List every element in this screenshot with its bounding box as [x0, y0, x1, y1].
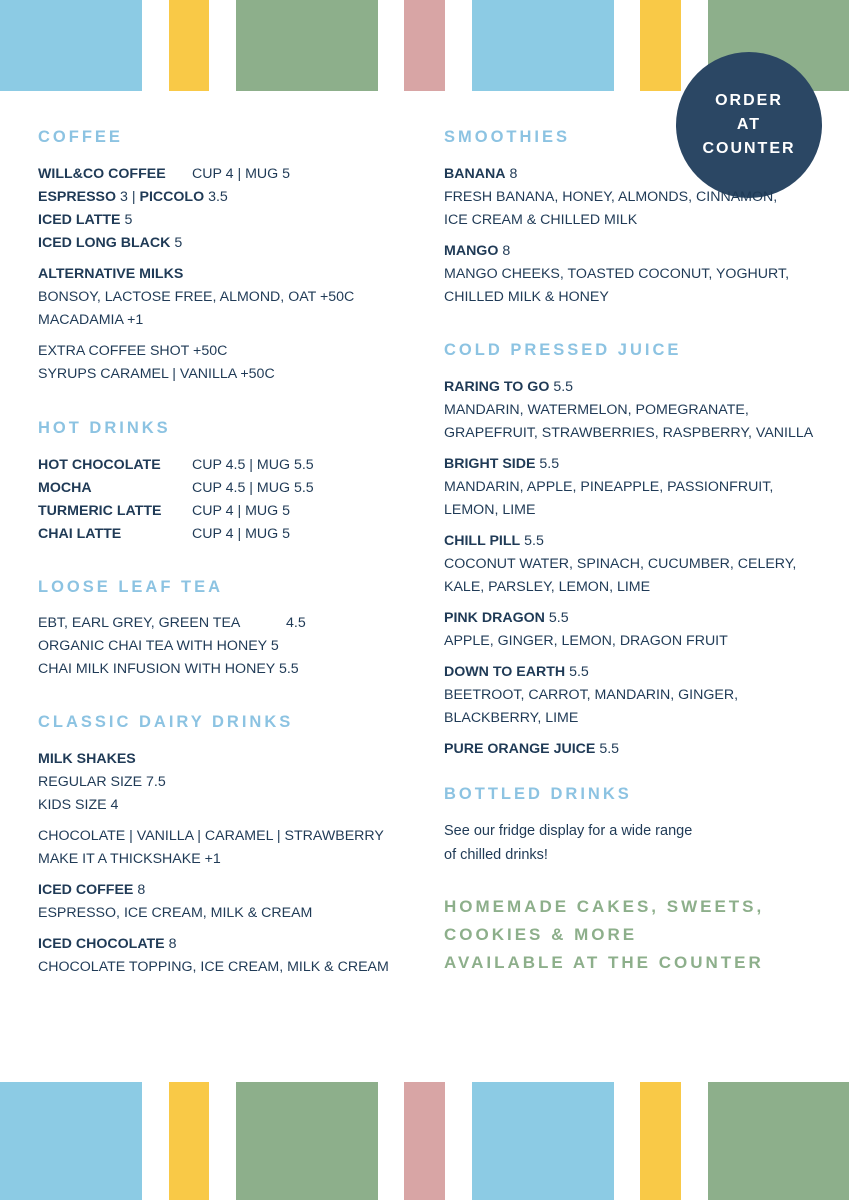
badge-line: ORDER — [715, 92, 783, 109]
milk-shake-kids-size: KIDS SIZE 4 — [38, 797, 119, 813]
menu-item-chai-milk-infusion — [38, 660, 299, 678]
promo-line: AVAILABLE AT THE COUNTER — [444, 953, 764, 972]
blue-block — [0, 0, 142, 91]
smoothies-title: SMOOTHIES — [444, 128, 571, 146]
item-name: BANANA — [444, 166, 506, 182]
item-name: PURE ORANGE JUICE — [444, 741, 596, 757]
item-price: CUP 4 | MUG 5 — [192, 166, 291, 182]
menu-item-hot-chocolate — [38, 456, 408, 474]
item-description: COCONUT WATER, SPINACH, CUCUMBER, CELERY, — [444, 556, 797, 572]
menu-item-down-to-earth — [444, 663, 589, 681]
item-name: CHAI MILK INFUSION WITH HONEY — [38, 661, 276, 677]
item-price: CUP 4.5 | MUG 5.5 — [192, 480, 314, 496]
badge-line: COUNTER — [702, 140, 796, 157]
item-price: 3.5 — [208, 189, 228, 205]
item-price: 5.5 — [548, 610, 569, 626]
item-name: ICED COFFEE — [38, 882, 134, 898]
green-block — [708, 1082, 849, 1200]
item-name: TURMERIC LATTE — [38, 503, 162, 519]
item-description: FRESH BANANA, HONEY, ALMONDS, CINNAMON, — [444, 189, 778, 205]
item-description: APPLE, GINGER, LEMON, DRAGON FRUIT — [444, 633, 728, 649]
promo-line: COOKIES & MORE — [444, 925, 638, 944]
blue-block — [0, 1082, 142, 1200]
item-price: 5 — [270, 638, 279, 654]
alternative-milks-line: MACADAMIA +1 — [38, 312, 144, 328]
alternative-milks-title: ALTERNATIVE MILKS — [38, 266, 184, 282]
item-description: LEMON, LIME — [444, 502, 536, 518]
bottom-color-band — [0, 1082, 849, 1200]
item-name: MOCHA — [38, 480, 92, 496]
item-name: WILL&CO COFFEE — [38, 166, 166, 182]
item-name: PICCOLO — [139, 189, 205, 205]
menu-item-raring-to-go — [444, 378, 573, 396]
promo-line: HOMEMADE CAKES, SWEETS, — [444, 897, 765, 916]
item-price: 5.5 — [524, 533, 544, 549]
item-description: CHILLED MILK & HONEY — [444, 289, 609, 305]
item-name: ESPRESSO — [38, 189, 117, 205]
item-name: MANGO — [444, 243, 499, 259]
milk-shake-flavours: CHOCOLATE | VANILLA | CARAMEL | STRAWBERRY — [38, 828, 384, 844]
alternative-milks-line: BONSOY, LACTOSE FREE, ALMOND, OAT +50C — [38, 289, 355, 305]
menu-item-turmeric-latte — [38, 502, 408, 520]
blue-block — [472, 1082, 614, 1200]
item-description: GRAPEFRUIT, STRAWBERRIES, RASPBERRY, VANILLA — [444, 425, 814, 441]
item-name: EBT, EARL GREY, GREEN TEA — [38, 615, 241, 631]
item-name: HOT CHOCOLATE — [38, 457, 161, 473]
item-price: 8 — [502, 243, 511, 259]
cold-pressed-juice-title: COLD PRESSED JUICE — [444, 341, 682, 359]
item-description: KALE, PARSLEY, LEMON, LIME — [444, 579, 651, 595]
pink-block — [404, 0, 445, 91]
green-block — [236, 1082, 378, 1200]
menu-item-mocha — [38, 479, 408, 497]
item-description: BLACKBERRY, LIME — [444, 710, 579, 726]
menu-item-organic-chai-tea — [38, 637, 279, 655]
item-name: PINK DRAGON — [444, 610, 545, 626]
item-price: 5 — [174, 235, 183, 251]
menu-item-iced-coffee — [38, 881, 145, 899]
yellow-block — [169, 1082, 209, 1200]
item-name: DOWN TO EARTH — [444, 664, 566, 680]
menu-item-pure-orange-juice — [444, 740, 619, 758]
syrups-line: SYRUPS CARAMEL | VANILLA +50C — [38, 366, 275, 382]
item-price: 5 — [124, 212, 133, 228]
item-name: ICED CHOCOLATE — [38, 936, 165, 952]
item-name: CHAI LATTE — [38, 526, 122, 542]
milk-shake-regular-size: REGULAR SIZE 7.5 — [38, 774, 166, 790]
loose-leaf-tea-title: LOOSE LEAF TEA — [38, 578, 224, 596]
item-price: 8 — [168, 936, 177, 952]
blue-block — [472, 0, 614, 91]
item-price: 5.5 — [569, 664, 589, 680]
item-description: BEETROOT, CARROT, MANDARIN, GINGER, — [444, 687, 739, 703]
item-price: CUP 4.5 | MUG 5.5 — [192, 457, 314, 473]
bottled-drinks-note: See our fridge display for a wide range — [444, 823, 693, 839]
item-name: CHILL PILL — [444, 533, 521, 549]
pink-block — [404, 1082, 445, 1200]
extra-shot-line: EXTRA COFFEE SHOT +50C — [38, 343, 228, 359]
badge-line: AT — [736, 116, 762, 133]
menu-item-willco-coffee — [38, 165, 408, 183]
item-description: MANGO CHEEKS, TOASTED COCONUT, YOGHURT, — [444, 266, 790, 282]
item-price: 8 — [509, 166, 518, 182]
yellow-block — [640, 1082, 681, 1200]
item-name: BRIGHT SIDE — [444, 456, 536, 472]
item-description: MANDARIN, WATERMELON, POMEGRANATE, — [444, 402, 749, 418]
menu-item-banana — [444, 165, 517, 183]
item-price: 4.5 — [286, 615, 306, 631]
order-at-counter-badge — [676, 52, 822, 198]
menu-item-iced-long-black — [38, 234, 182, 252]
classic-dairy-drinks-title: CLASSIC DAIRY DRINKS — [38, 713, 294, 731]
coffee-title: COFFEE — [38, 128, 123, 146]
item-description: ESPRESSO, ICE CREAM, MILK & CREAM — [38, 905, 313, 921]
item-description: ICE CREAM & CHILLED MILK — [444, 212, 638, 228]
item-price: CUP 4 | MUG 5 — [192, 526, 291, 542]
yellow-block — [640, 0, 681, 91]
menu-item-espresso-piccolo — [38, 188, 228, 206]
menu-item-chill-pill — [444, 532, 544, 550]
homemade-promo — [444, 893, 764, 977]
menu-item-mango — [444, 242, 510, 260]
item-price: 5.5 — [278, 661, 299, 677]
item-description: MANDARIN, APPLE, PINEAPPLE, PASSIONFRUIT, — [444, 479, 774, 495]
thickshake-line: MAKE IT A THICKSHAKE +1 — [38, 851, 221, 867]
item-price: 5.5 — [539, 456, 560, 472]
menu-item-bright-side — [444, 455, 559, 473]
item-price: 5.5 — [553, 379, 574, 395]
item-price: 5.5 — [599, 741, 620, 757]
bottled-drinks-title: BOTTLED DRINKS — [444, 785, 632, 803]
item-price: CUP 4 | MUG 5 — [192, 503, 291, 519]
bottled-drinks-note: of chilled drinks! — [444, 847, 548, 863]
menu-item-iced-latte — [38, 211, 132, 229]
item-description: CHOCOLATE TOPPING, ICE CREAM, MILK & CREAM — [38, 959, 389, 975]
menu-item-iced-chocolate — [38, 935, 176, 953]
hot-drinks-title: HOT DRINKS — [38, 419, 171, 437]
item-name: ICED LONG BLACK — [38, 235, 171, 251]
item-name: ORGANIC CHAI TEA WITH HONEY — [38, 638, 267, 654]
item-price: 8 — [137, 882, 146, 898]
item-name: RARING TO GO — [444, 379, 550, 395]
item-price: 3 | — [120, 189, 136, 205]
menu-item-pink-dragon — [444, 609, 569, 627]
milk-shakes-title: MILK SHAKES — [38, 751, 136, 767]
yellow-block — [169, 0, 209, 91]
menu-item-chai-latte — [38, 525, 408, 543]
menu-item-ebt-earl-grey-green-tea — [38, 614, 408, 632]
green-block — [236, 0, 378, 91]
item-name: ICED LATTE — [38, 212, 121, 228]
